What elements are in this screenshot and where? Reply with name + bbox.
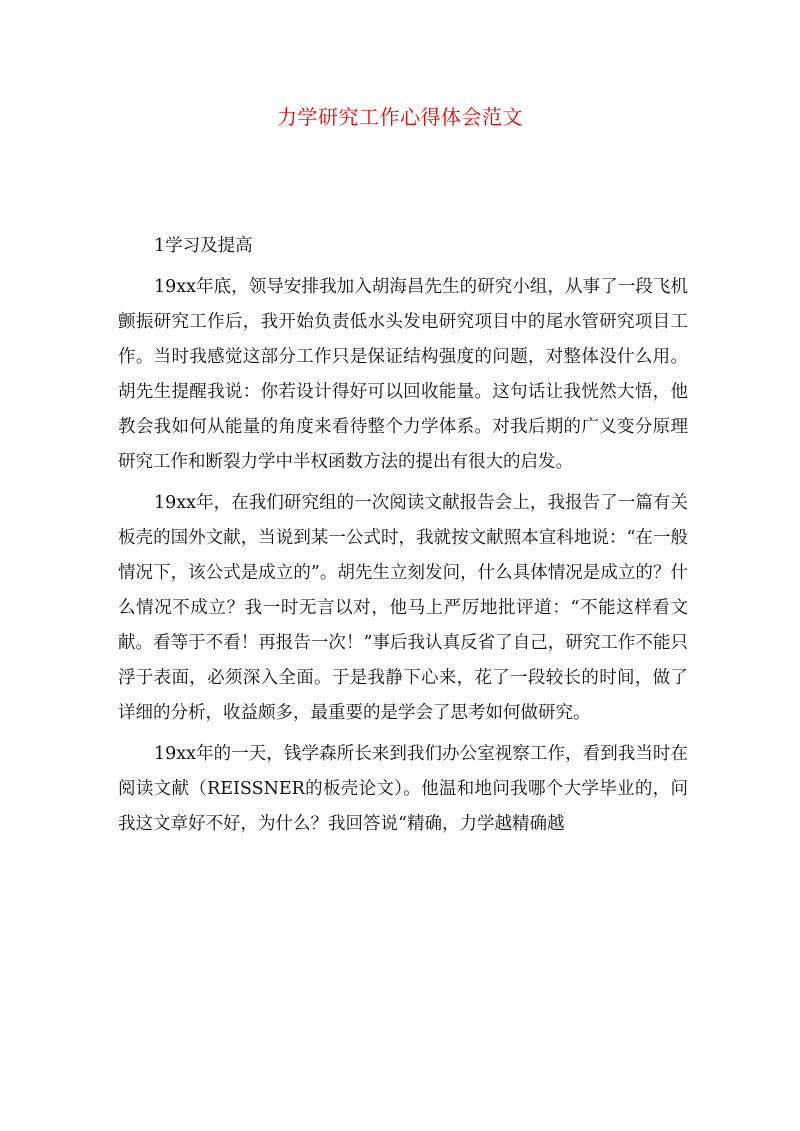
document-title: 力学研究工作心得体会范文 (277, 105, 523, 129)
document-body (118, 229, 688, 848)
paragraph-2: 19xx年，在我们研究组的一次阅读文献报告会上，我报告了一篇有关板壳的国外文献，当说到某一公式时，我就按文献照本宣科地说：“在一般情况下，该公式是成立的”。胡先生立刻发问，什么具体情况是成立的？什么情况不成立？我一时无言以对，他马上严厉地批评道：“不能这样看文献。看等于不看！再报告一次！”事后我认真反省了自己，研究工作不能只浮于表面，必须深入全面。于是我静下心来，花了一段较长的时间，做了详细的分析，收益颇多，最重要的是学会了思考如何做研究。 (118, 493, 688, 723)
paragraph-3: 19xx年的一天，钱学森所长来到我们办公室视察工作，看到我当时在阅读文献（REISSNER的板壳论文）。他温和地问我哪个大学毕业的，问我这文章好不好，为什么？我回答说“精确，力学越精确越 (118, 744, 688, 834)
section-heading: 1学习及提高 (154, 236, 253, 256)
paragraph-1: 19xx年底，领导安排我加入胡海昌先生的研究小组，从事了一段飞机颤振研究工作后，我开始负责低水头发电研究项目中的尾水管研究项目工作。当时我感觉这部分工作只是保证结构强度的问题，对整体没什么用。胡先生提醒我说：你若设计得好可以回收能量。这句话让我恍然大悟，他教会我如何从能量的角度来看待整个力学体系。对我后期的广义变分原理研究工作和断裂力学中半权函数方法的提出有很大的启发。 (118, 277, 688, 472)
